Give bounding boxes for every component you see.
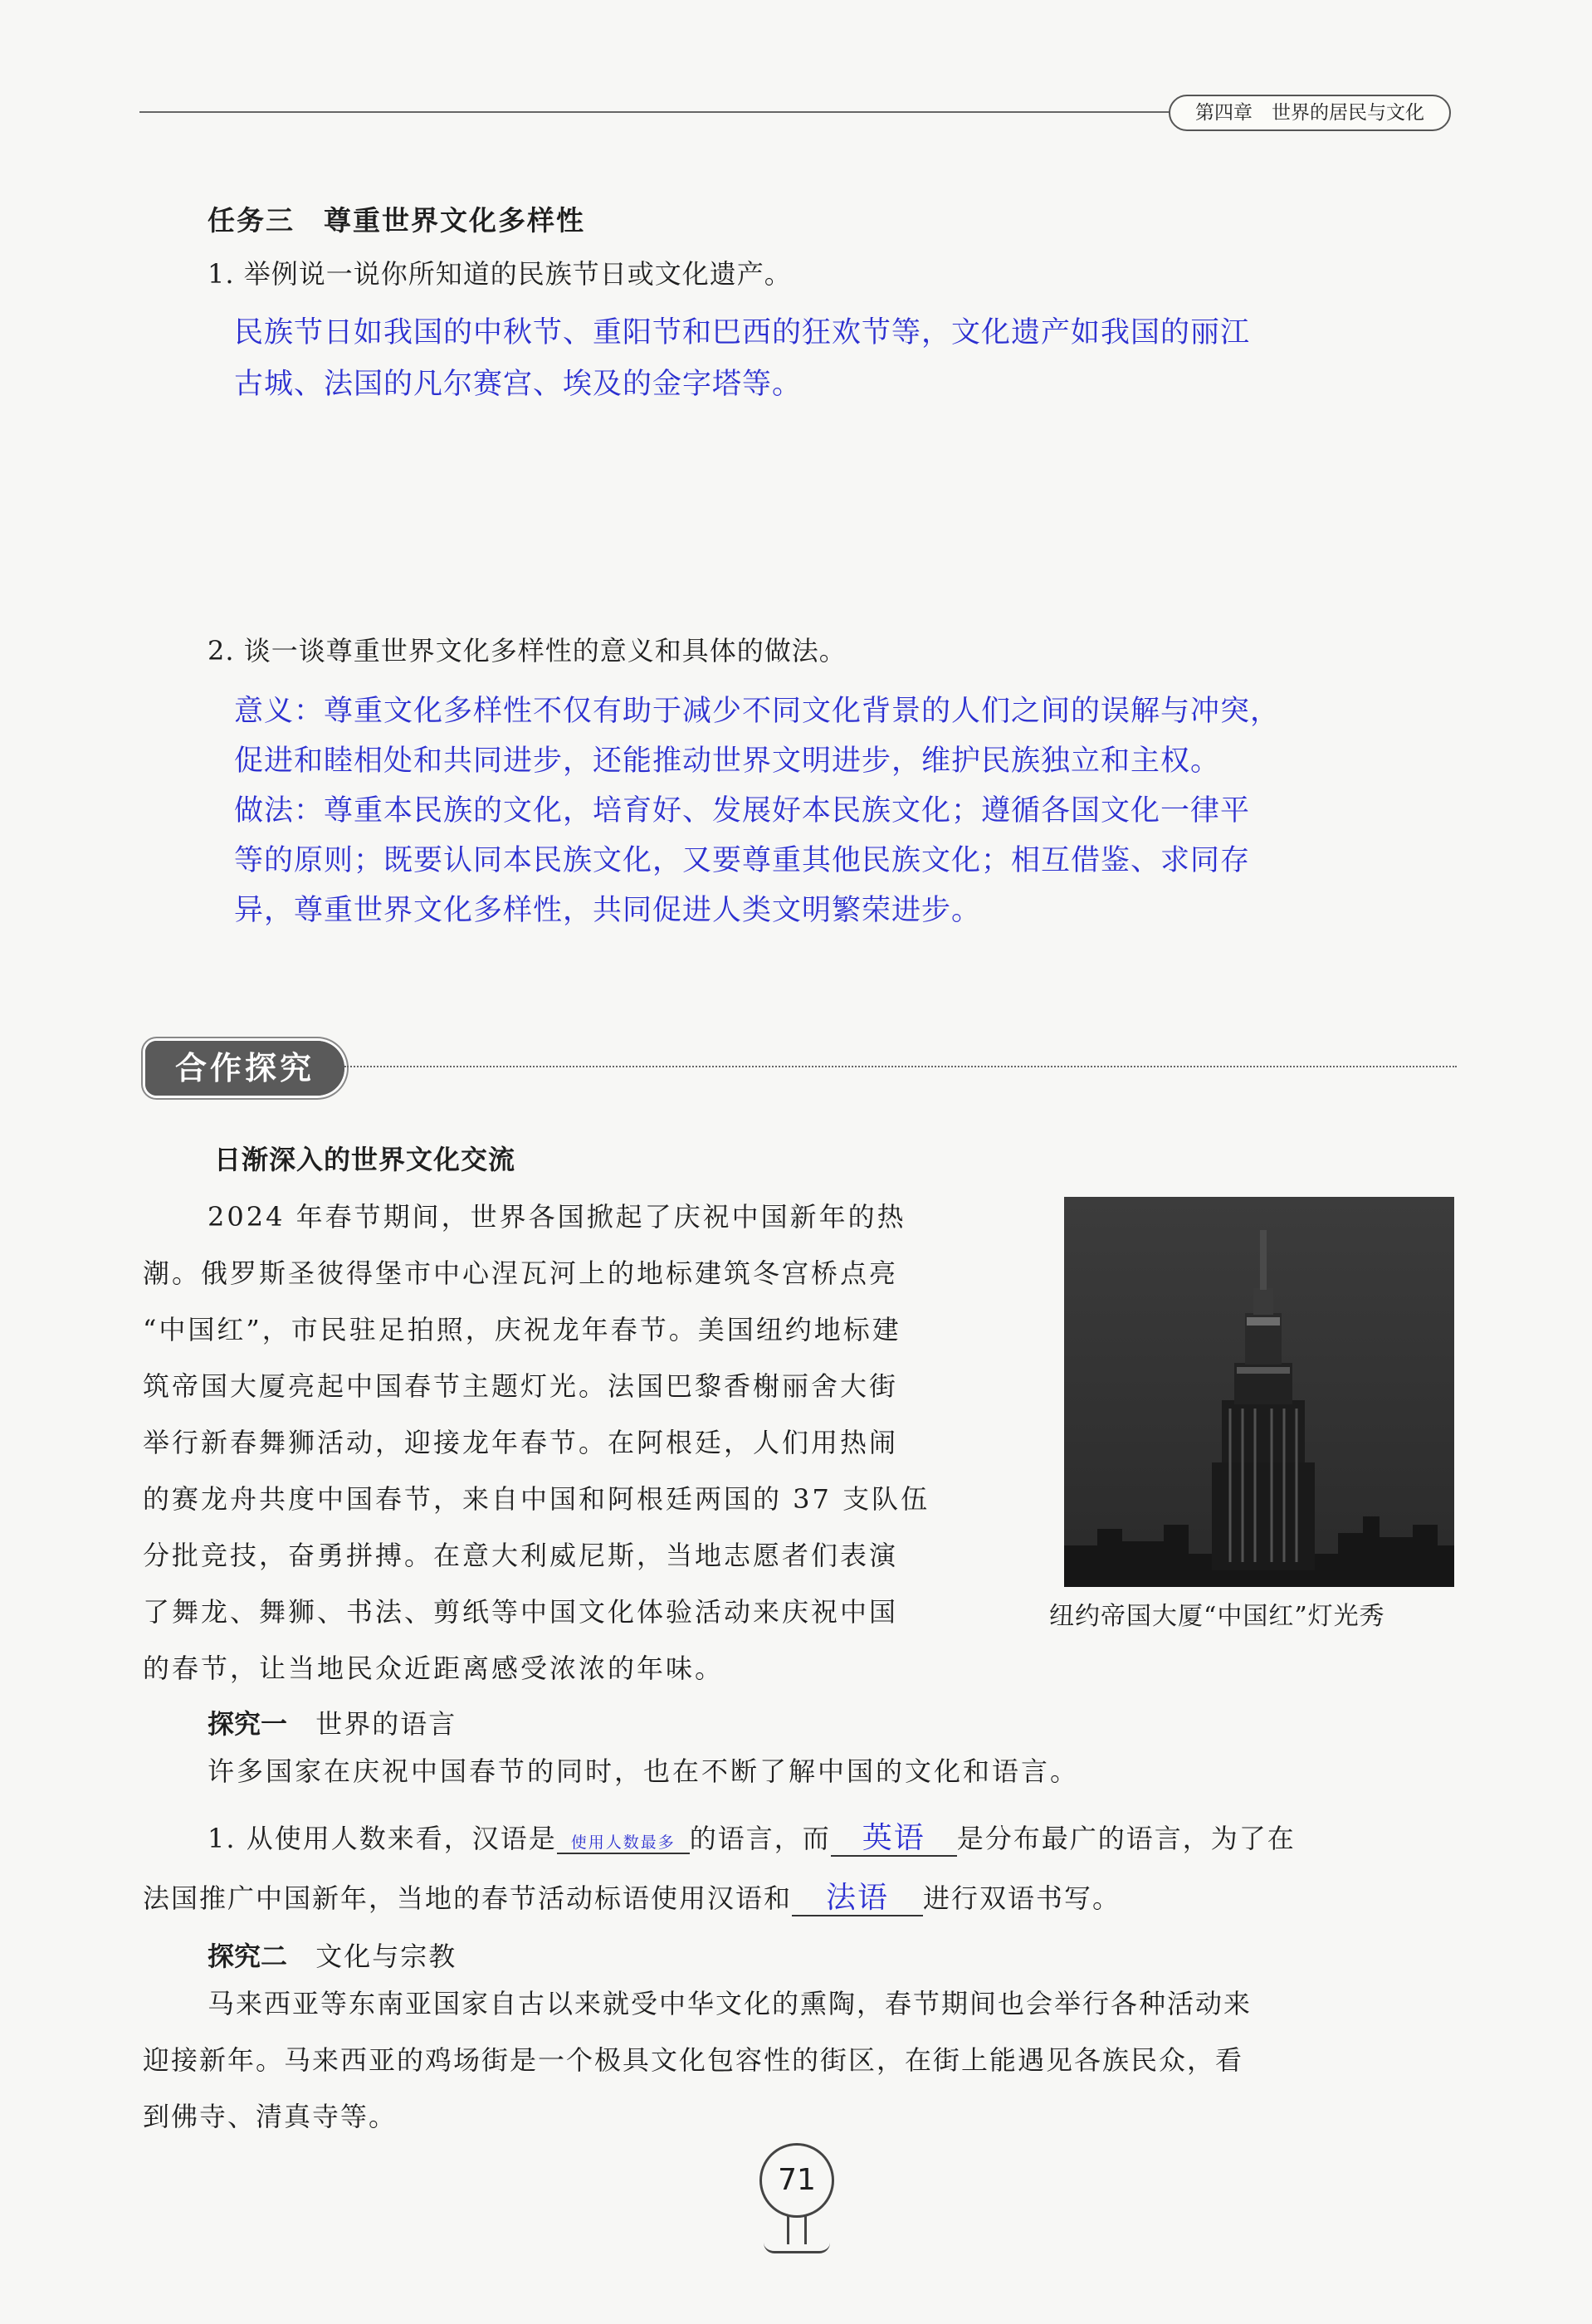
answer-2-line-4: 等的原则；既要认同本民族文化，又要尊重其他民族文化；相互借鉴、求同存: [234, 844, 1251, 877]
explore-2-line-2: 迎接新年。马来西亚的鸡场街是一个极具文化包容性的街区，在街上能遇见各族民众，看: [143, 2044, 1244, 2076]
para-line-2: 潮。俄罗斯圣彼得堡市中心涅瓦河上的地标建筑冬宫桥点亮: [143, 1257, 899, 1289]
section-banner-rule: [344, 1066, 1457, 1067]
para-line-4: 筑帝国大厦亮起中国春节主题灯光。法国巴黎香榭丽舍大街: [143, 1370, 899, 1402]
skyline-illustration: [1064, 1197, 1454, 1587]
para-line-8: 了舞龙、舞狮、书法、剪纸等中国文化体验活动来庆祝中国: [143, 1596, 899, 1628]
para-line-6: 的赛龙舟共度中国春节，来自中国和阿根廷两国的 37 支队伍: [143, 1483, 930, 1515]
answer-2-line-1: 意义：尊重文化多样性不仅有助于减少不同文化背景的人们之间的误解与冲突，: [234, 695, 1281, 728]
question-1: 1. 举例说一说你所知道的民族节日或文化遗产。: [208, 258, 792, 290]
explore-1-topic: 世界的语言: [315, 1708, 457, 1740]
answer-2-line-2: 促进和睦相处和共同进步，还能推动世界文明进步，维护民族独立和主权。: [234, 745, 1221, 778]
section-subtitle: 日渐深入的世界文化交流: [214, 1144, 516, 1175]
explore-2-line-3: 到佛寺、清真寺等。: [143, 2101, 398, 2132]
explore-1-question-line-1: [208, 1818, 1296, 1857]
explore-2-heading: [208, 1936, 457, 1974]
answer-2-line-5: 异，尊重世界文化多样性，共同促进人类文明繁荣进步。: [234, 894, 982, 927]
para-line-9: 的春节，让当地民众近距离感受浓浓的年味。: [143, 1653, 725, 1684]
answer-1-line-1: 民族节日如我国的中秋节、重阳节和巴西的狂欢节等，文化遗产如我国的丽江: [234, 316, 1251, 349]
globe-stand-icon: [787, 2214, 807, 2244]
explore-1-heading: [208, 1703, 457, 1741]
q-part-1: 1. 从使用人数来看，汉语是: [208, 1823, 557, 1854]
section-banner-label: 合作探究: [145, 1041, 344, 1096]
section-banner: [145, 1036, 1457, 1102]
question-2: 2. 谈一谈尊重世界文化多样性的意义和具体的做法。: [208, 635, 847, 666]
page-number: 71: [759, 2143, 834, 2218]
answer-2-line-3: 做法：尊重本民族的文化，培育好、发展好本民族文化；遵循各国文化一律平: [234, 794, 1251, 828]
q-part-3: 是分布最广的语言，为了在: [956, 1823, 1296, 1854]
para-line-5: 举行新春舞狮活动，迎接龙年春节。在阿根廷，人们用热闹: [143, 1427, 899, 1458]
explore-1-intro: 许多国家在庆祝中国春节的同时，也在不断了解中国的文化和语言。: [208, 1755, 1080, 1787]
answer-1-line-2: 古城、法国的凡尔赛宫、埃及的金字塔等。: [234, 368, 803, 401]
globe-base-icon: [764, 2243, 830, 2253]
q-part-2: 的语言，而: [689, 1823, 831, 1854]
chapter-tag: 第四章 世界的居民与文化: [1169, 95, 1451, 131]
explore-2-label: 探究二: [208, 1941, 288, 1972]
para-line-7: 分批竞技，奋勇拼搏。在意大利威尼斯，当地志愿者们表演: [143, 1540, 899, 1571]
para-line-3: “中国红”，市民驻足拍照，庆祝龙年春节。美国纽约地标建: [143, 1314, 901, 1345]
explore-2-topic: 文化与宗教: [315, 1941, 457, 1972]
q-part-4: 法国推广中国新年，当地的春节活动标语使用汉语和: [143, 1882, 793, 1914]
photo-caption: 纽约帝国大厦“中国红”灯光秀: [1049, 1602, 1385, 1631]
blank-french: 法语: [792, 1882, 923, 1916]
explore-1-label: 探究一: [208, 1708, 288, 1740]
empire-state-building-photo: [1064, 1197, 1454, 1587]
blank-english: 英语: [831, 1822, 957, 1857]
explore-2-line-1: 马来西亚等东南亚国家自古以来就受中华文化的熏陶，春节期间也会举行各种活动来: [208, 1988, 1253, 2019]
para-line-1: 2024 年春节期间，世界各国掀起了庆祝中国新年的热: [208, 1201, 906, 1233]
explore-1-question-line-2: [143, 1877, 1121, 1916]
header-rule: [139, 111, 1170, 113]
q-part-5: 进行双语书写。: [923, 1882, 1121, 1914]
task-title: 任务三 尊重世界文化多样性: [208, 204, 585, 237]
blank-most-users: 使用人数最多: [557, 1830, 690, 1854]
